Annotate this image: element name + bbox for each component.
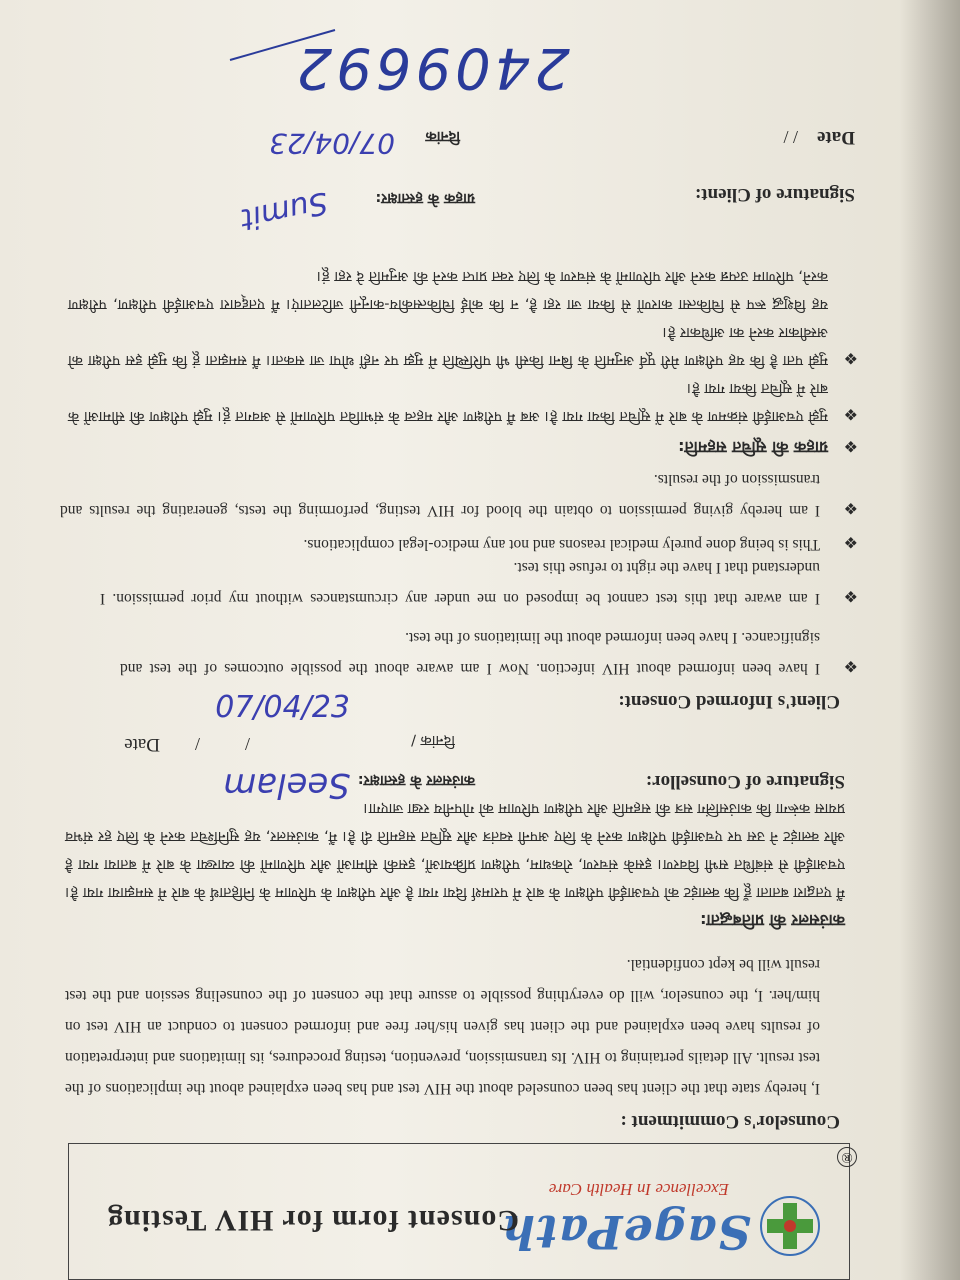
brand-tagline: Excellence In Health Care (548, 1180, 729, 1199)
client-consent-hindi-heading: ग्राहक की सूचित सहमति: (678, 438, 828, 457)
client-date-slashes: / / (783, 127, 798, 147)
registered-mark: ® (837, 1147, 857, 1167)
client-signature: Sumit (237, 184, 331, 237)
client-consent-item-4: I am hereby giving permission to obtain the blood for HIV testing, performing the tests, generating the results and transmission of the results. (60, 471, 820, 519)
brand-name: SagePath (500, 1205, 751, 1259)
bullet-icon: ❖ (843, 349, 858, 366)
counsellor-handwritten-date: 07/04/23 (215, 690, 350, 725)
counselor-commitment-hindi-text: मैं एतद्वारा बताता हूँ कि क्लाइंट को एचआईवी परीक्षण के बारे में परामर्श दिया गया है और परीक्षण के परिणाम के निहितार्थ के बारे में समझाया गया है। एचआईवी से संबंधित सभी विवरण। इसके संचरण, रोकथाम, परीक्षण प्रक्रियाओं, इसकी सीमाओं और परिणामों की व्याख्या के बारे में बताया गया है और क्लाइंट ने उस पर एचआईवी परीक्षण करने के लिए अपनी स्वतंत्र और सूचित सहमति दी है। मैं, काउंसलर, यह सुनिश्चित करने के लिए हर संभव प्रयास करूंगा कि काउंसलिंग सत्र की सहमति और परीक्षण परिणाम को गोपनीय रखा जाएगा। (65, 800, 845, 900)
client-consent-hindi-item-3: यह विशुद्ध रूप से चिकित्सा कारणों से किया जा रहा है, न कि कोई चिकित्सकीय-कानूनी जटिलताएं। मैं एतद्द्वारा एचआईवी परीक्षण, परीक्षण करने, परिणाम उत्पन्न करने और परिणामों के संचरण के लिए रक्त प्राप्त करने की अनुमति दे रहा हूं। (68, 268, 828, 312)
client-consent-heading: Client's Informed Consent: (618, 691, 840, 712)
client-consent-item-2: I am aware that this test cannot be imposed on me under any circumstances without my prior permission. I understand that I have the right to refuse this test. (100, 559, 820, 607)
brand-logo (500, 1149, 853, 1271)
client-consent-hindi-item-1: मुझे एचआईवी संक्रमण के बारे में सूचित किया गया है। अब मैं परीक्षण और महत्व के संभावित परिणामों से अवगत हूं। मुझे परीक्षण की सीमाओं के बारे में सूचित किया गया है। (68, 380, 828, 424)
counsellor-date-blank: / / (194, 734, 250, 754)
bullet-icon: ❖ (843, 499, 858, 516)
bullet-icon: ❖ (843, 437, 858, 454)
client-consent-item-1: I have been informed about HIV infection. Now I am aware about the possible outcomes of the test and significance. I have been informed about the limitations of the test. (120, 629, 820, 677)
counsellor-hindi-date-label: दिनांक / (411, 732, 455, 748)
counselor-commitment-hindi-heading: काउंसलर की प्रतिबद्धता: (700, 911, 845, 930)
client-hindi-date-label: दिनांक (425, 128, 460, 144)
client-handwritten-date: 07/04/23 (269, 127, 395, 160)
counselor-commitment-heading: Counselor's Commitment : (620, 1111, 840, 1132)
counsellor-signature-hindi-label: काउंसलर के हस्ताक्षर: (357, 772, 475, 788)
counsellor-date-label: Date (124, 734, 160, 755)
bullet-icon: ❖ (843, 533, 858, 550)
header-box (68, 1143, 853, 1280)
client-date-label: Date (817, 127, 855, 148)
bullet-icon: ❖ (843, 587, 858, 604)
counsellor-signature: Seelam (223, 765, 350, 805)
client-signature-label: Signature of Client: (694, 184, 855, 205)
client-signature-hindi-label: ग्राहक के हस्ताक्षर: (375, 190, 475, 206)
handwritten-number: 2409692 (292, 35, 570, 100)
counselor-commitment-text: I, hereby state that the client has been counseled about the HIV test and has been explained about the implications of the test result. All details pertaining to HIV. Its transmission, prevention, testing procedures, its limitations and interpretation of results have been explained and the client has given his/her free and informed consent to conduct an HIV test on him/her. I, the counselor, will do everything possible to assure that the consent of the counseling session and the test result will be kept confidential. (65, 956, 820, 1097)
client-consent-item-3: This is being done purely medical reasons and not any medico-legal complications. (303, 536, 820, 553)
client-consent-hindi-item-2: मुझे पता है कि यह परीक्षण मेरी पूर्व अनुमति के बिना किसी भी परिस्थिति में मुझ पर नहीं थोपा जा सकता। मैं समझता हूं कि मुझे इस परीक्षा को अस्वीकार करने का अधिकार है। (68, 324, 828, 368)
counsellor-signature-label: Signature of Counsellor: (645, 771, 845, 792)
consent-form-sheet (20, 0, 940, 1280)
form-title: Consent form for HIV Testing (107, 1204, 519, 1237)
bullet-icon: ❖ (843, 657, 858, 674)
pen-stroke-icon (220, 20, 340, 70)
bullet-icon: ❖ (843, 405, 858, 422)
cross-logo-icon (759, 1195, 821, 1257)
